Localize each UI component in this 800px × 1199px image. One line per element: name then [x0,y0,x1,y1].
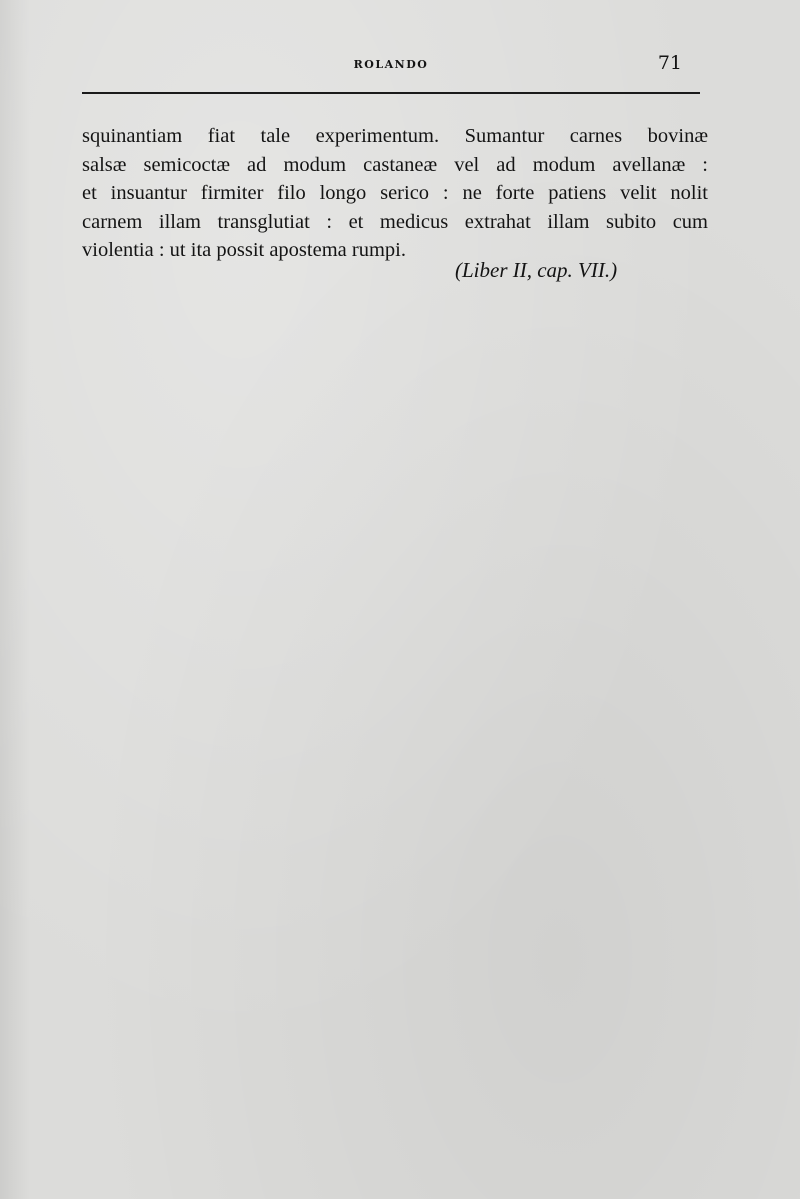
page-number: 71 [657,52,682,74]
source-citation: (Liber II, cap. VII.) [455,258,618,282]
running-head [82,50,700,80]
text-line: et insuantur firmiter filo longo serico : ne forte patiens velit nolit [82,182,708,204]
header-rule [82,92,700,94]
text-line: carnem illam transglutiat : et medicus extrahat illam subito cum [82,210,708,233]
text-line: salsæ semicoctæ ad modum castaneæ vel ad modum avellanæ : [82,153,708,176]
body-paragraph [82,122,708,265]
text-line: violentia : ut ita possit apostema rumpi. [82,239,406,261]
running-title: ROLANDO [353,58,429,71]
text-line: squinantiam fiat tale experimentum. Sumantur carnes bovinæ [82,125,708,147]
